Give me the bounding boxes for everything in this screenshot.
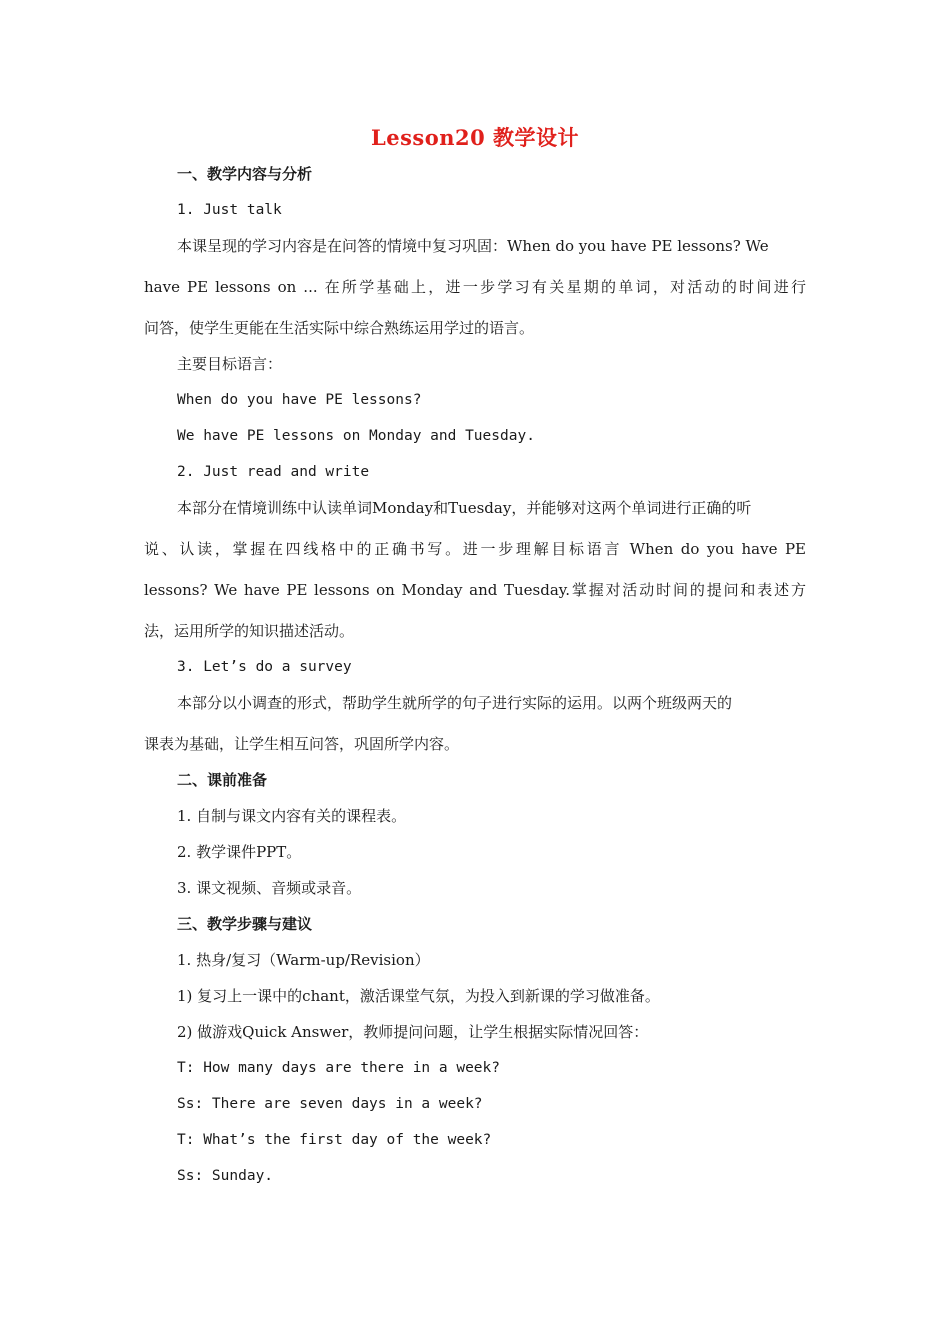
- target-question: When do you have PE lessons?: [177, 392, 422, 408]
- section-heading-preparation: 二、课前准备: [177, 771, 268, 789]
- list-item: 1) 复习上一课中的chant，激活课堂气氛，为投入到新课的学习做准备。: [177, 987, 660, 1005]
- list-item: 1. 热身/复习（Warm-up/Revision）: [177, 951, 430, 969]
- list-item: 2) 做游戏Quick Answer，教师提问问题，让学生根据实际情况回答：: [177, 1023, 649, 1041]
- list-item: 3. 课文视频、音频或录音。: [177, 879, 362, 897]
- item-just-read-write: 2. Just read and write: [177, 464, 370, 480]
- item-survey: 3. Let’s do a survey: [177, 659, 352, 675]
- dialogue-line: T: How many days are there in a week?: [177, 1060, 501, 1076]
- paragraph-line: 说、认读，掌握在四线格中的正确书写。进一步理解目标语言 When do you have PE: [144, 540, 806, 558]
- document-title: Lesson20 教学设计: [370, 125, 580, 150]
- paragraph-line: 本部分在情境训练中认读单词Monday和Tuesday，并能够对这两个单词进行正确的听: [177, 499, 752, 517]
- paragraph-line: 法，运用所学的知识描述活动。: [144, 622, 355, 640]
- target-answer: We have PE lessons on Monday and Tuesday.: [177, 428, 535, 444]
- paragraph-line: 本课呈现的学习内容是在问答的情境中复习巩固：When do you have PE lessons? We: [177, 237, 769, 255]
- list-item: 2. 教学课件PPT。: [177, 843, 302, 861]
- dialogue-line: Ss: Sunday.: [177, 1168, 274, 1184]
- target-language-label: 主要目标语言：: [177, 355, 283, 373]
- dialogue-line: T: What’s the first day of the week?: [177, 1132, 492, 1148]
- list-item: 1. 自制与课文内容有关的课程表。: [177, 807, 407, 825]
- item-just-talk: 1. Just talk: [177, 202, 282, 218]
- paragraph-line: 本部分以小调查的形式，帮助学生就所学的句子进行实际的运用。以两个班级两天的: [177, 694, 733, 712]
- paragraph-line: 课表为基础，让学生相互问答，巩固所学内容。: [144, 735, 460, 753]
- section-heading-content-analysis: 一、教学内容与分析: [177, 165, 313, 183]
- section-heading-teaching-steps: 三、教学步骤与建议: [177, 915, 313, 933]
- dialogue-line: Ss: There are seven days in a week?: [177, 1096, 483, 1112]
- paragraph-line: lessons? We have PE lessons on Monday and Tuesday.掌握对活动时间的提问和表述方: [144, 581, 806, 599]
- paragraph-line: have PE lessons on ... 在所学基础上，进一步学习有关星期的单词，对活动的时间进行: [144, 278, 806, 296]
- paragraph-line: 问答，使学生更能在生活实际中综合熟练运用学过的语言。: [144, 319, 535, 337]
